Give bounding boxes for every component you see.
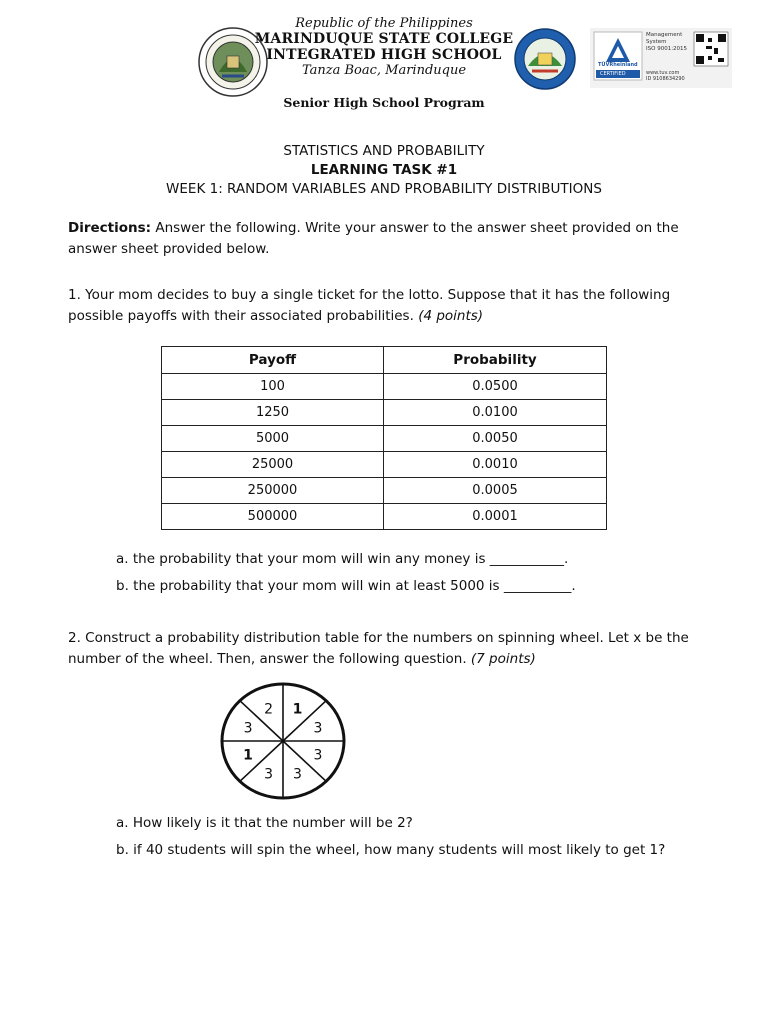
header-school: INTEGRATED HIGH SCHOOL xyxy=(266,47,502,63)
cert-footer xyxy=(646,70,685,82)
table-row xyxy=(162,452,607,478)
payoff-cell: 1250 xyxy=(162,400,384,426)
header-college: MARINDUQUE STATE COLLEGE xyxy=(254,31,514,47)
week-title: WEEK 1: RANDOM VARIABLES AND PROBABILITY DISTRIBUTIONS xyxy=(166,181,602,197)
table-row xyxy=(162,478,607,504)
table-header-payoff: Payoff xyxy=(162,347,384,374)
directions-paragraph xyxy=(68,218,708,260)
spinning-wheel xyxy=(220,682,346,800)
directions-label: Directions: xyxy=(68,220,152,236)
cert-status: CERTIFIED xyxy=(600,71,626,77)
cert-id: ID 9108634290 xyxy=(646,76,685,82)
wheel-section-label: 1 xyxy=(292,701,303,718)
payoff-cell: 250000 xyxy=(162,478,384,504)
header-program: Senior High School Program xyxy=(283,95,485,110)
table-row xyxy=(162,504,607,530)
table-header-row xyxy=(162,347,607,374)
question-1a: a. the probability that your mom will win any money is ___________. xyxy=(116,551,569,567)
wheel-section-label: 1 xyxy=(243,747,253,764)
payoff-cell: 5000 xyxy=(162,426,384,452)
probability-cell: 0.0100 xyxy=(384,400,607,426)
table-row xyxy=(162,374,607,400)
probability-cell: 0.0005 xyxy=(384,478,607,504)
cert-text xyxy=(646,32,687,53)
probability-cell: 0.0050 xyxy=(384,426,607,452)
question-2-points: (7 points) xyxy=(470,651,536,667)
wheel-section-label: 3 xyxy=(243,720,253,737)
table-row xyxy=(162,400,607,426)
payoff-cell: 100 xyxy=(162,374,384,400)
wheel-section-label: 3 xyxy=(293,766,302,783)
question-2b: b. if 40 students will spin the wheel, how many students will most likely to get 1? xyxy=(116,842,666,858)
wheel-section-label: 2 xyxy=(264,701,273,718)
question-1 xyxy=(68,285,708,327)
cert-line-1: Management xyxy=(646,32,683,38)
header-address: Tanza Boac, Marinduque xyxy=(301,63,467,78)
table-header-probability: Probability xyxy=(384,347,607,374)
question-2a: a. How likely is it that the number will be 2? xyxy=(116,815,413,831)
cert-url: www.tuv.com xyxy=(646,70,680,76)
question-2 xyxy=(68,628,708,670)
wheel-section-label: 3 xyxy=(313,747,323,764)
payoff-cell: 500000 xyxy=(162,504,384,530)
cert-line-2: System xyxy=(646,39,667,45)
cert-line-3: ISO 9001:2015 xyxy=(646,46,688,52)
question-2-text: 2. Construct a probability distribution table for the numbers on spinning wheel. Let x be the number of the wheel. Then, answer the following question. xyxy=(68,630,689,667)
payoff-cell: 25000 xyxy=(162,452,384,478)
question-1-text: 1. Your mom decides to buy a single ticket for the lotto. Suppose that it has the following possible payoffs with their associated probabilities. xyxy=(68,287,671,324)
probability-cell: 0.0500 xyxy=(384,374,607,400)
question-1b: b. the probability that your mom will win at least 5000 is __________. xyxy=(116,578,576,594)
task-title: LEARNING TASK #1 xyxy=(310,162,458,178)
directions-text: Answer the following. Write your answer to the answer sheet provided on the answer sheet provided below. xyxy=(68,220,679,257)
probability-cell: 0.0010 xyxy=(384,452,607,478)
probability-cell: 0.0001 xyxy=(384,504,607,530)
wheel-section-label: 3 xyxy=(313,720,323,737)
header-republic: Republic of the Philippines xyxy=(295,16,473,31)
payoff-table xyxy=(161,346,607,530)
question-1-points: (4 points) xyxy=(418,308,484,324)
table-row xyxy=(162,426,607,452)
wheel-section-label: 3 xyxy=(264,766,273,783)
iso-certification-badge xyxy=(590,28,732,88)
subject-title: STATISTICS AND PROBABILITY xyxy=(283,143,485,159)
cert-brand: TÜVRheinland xyxy=(598,62,638,68)
